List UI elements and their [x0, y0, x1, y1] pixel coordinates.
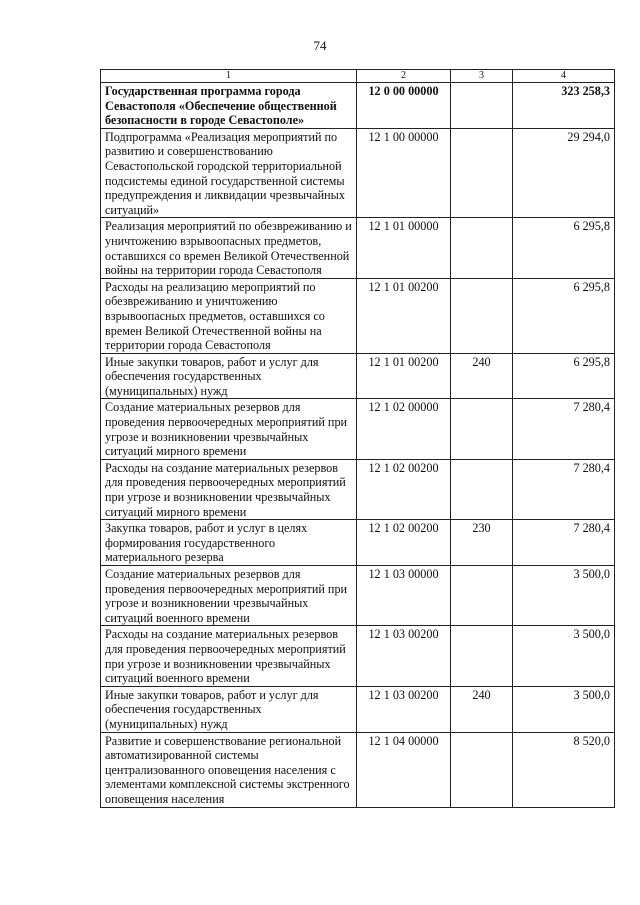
row-expense-type	[451, 128, 513, 218]
table-row	[101, 399, 615, 459]
budget-table	[100, 69, 615, 808]
row-name: Подпрограмма «Реализация мероприятий по развитию и совершенствованию Севастопольской городской территориальной подсистемы единой государственной системы предупреждения и ликвидации чрезвычайных ситуаций»	[101, 128, 357, 218]
table-header-row	[101, 70, 615, 83]
row-name: Государственная программа города Севастополя «Обеспечение общественной безопасности в городе Севастополе»	[101, 83, 357, 129]
row-code: 12 1 02 00000	[357, 399, 451, 459]
row-amount: 6 295,8	[513, 353, 615, 399]
table-row	[101, 353, 615, 399]
table-row	[101, 218, 615, 278]
row-amount: 3 500,0	[513, 626, 615, 686]
row-code: 12 1 02 00200	[357, 459, 451, 519]
table-row	[101, 83, 615, 129]
header-col-1: 1	[101, 70, 357, 83]
row-code: 12 0 00 00000	[357, 83, 451, 129]
row-amount: 3 500,0	[513, 566, 615, 626]
row-amount: 323 258,3	[513, 83, 615, 129]
row-name: Закупка товаров, работ и услуг в целях формирования государственного материального резерва	[101, 520, 357, 566]
header-col-4: 4	[513, 70, 615, 83]
row-expense-type	[451, 399, 513, 459]
row-name: Иные закупки товаров, работ и услуг для обеспечения государственных (муниципальных) нужд	[101, 686, 357, 732]
row-code: 12 1 04 00000	[357, 732, 451, 807]
row-name: Иные закупки товаров, работ и услуг для обеспечения государственных (муниципальных) нужд	[101, 353, 357, 399]
page-number: 74	[313, 38, 327, 53]
row-code: 12 1 02 00200	[357, 520, 451, 566]
row-expense-type	[451, 218, 513, 278]
row-amount: 6 295,8	[513, 278, 615, 353]
row-expense-type: 240	[451, 353, 513, 399]
table-row	[101, 626, 615, 686]
row-amount: 29 294,0	[513, 128, 615, 218]
table-row	[101, 732, 615, 807]
row-name: Реализация мероприятий по обезвреживанию и уничтожению взрывоопасных предметов, оставшихся со времен Великой Отечественной войны на территории города Севастополя	[101, 218, 357, 278]
row-code: 12 1 03 00200	[357, 626, 451, 686]
row-amount: 8 520,0	[513, 732, 615, 807]
row-code: 12 1 03 00200	[357, 686, 451, 732]
row-name: Создание материальных резервов для проведения первоочередных мероприятий при угрозе и возникновении чрезвычайных ситуаций мирного времени	[101, 399, 357, 459]
header-col-3: 3	[451, 70, 513, 83]
table-row	[101, 686, 615, 732]
table-row	[101, 278, 615, 353]
row-code: 12 1 00 00000	[357, 128, 451, 218]
row-amount: 7 280,4	[513, 520, 615, 566]
row-name: Создание материальных резервов для проведения первоочередных мероприятий при угрозе и возникновении чрезвычайных ситуаций военного времени	[101, 566, 357, 626]
row-name: Расходы на создание материальных резервов для проведения первоочередных мероприятий при угрозе и возникновении чрезвычайных ситуаций военного времени	[101, 626, 357, 686]
row-expense-type	[451, 459, 513, 519]
row-expense-type: 240	[451, 686, 513, 732]
row-name: Расходы на создание материальных резервов для проведения первоочередных мероприятий при угрозе и возникновении чрезвычайных ситуаций мирного времени	[101, 459, 357, 519]
row-expense-type	[451, 732, 513, 807]
row-code: 12 1 01 00200	[357, 278, 451, 353]
header-col-2: 2	[357, 70, 451, 83]
row-expense-type	[451, 626, 513, 686]
row-expense-type: 230	[451, 520, 513, 566]
row-name: Развитие и совершенствование региональной автоматизированной системы централизованного оповещения населения с элементами комплексной системы экстренного оповещения населения	[101, 732, 357, 807]
row-amount: 7 280,4	[513, 399, 615, 459]
table-row	[101, 128, 615, 218]
row-amount: 7 280,4	[513, 459, 615, 519]
row-code: 12 1 01 00000	[357, 218, 451, 278]
row-expense-type	[451, 566, 513, 626]
row-amount: 6 295,8	[513, 218, 615, 278]
row-name: Расходы на реализацию мероприятий по обезвреживанию и уничтожению взрывоопасных предметов, оставшихся со времен Великой Отечественной войны на территории города Севастополя	[101, 278, 357, 353]
row-amount: 3 500,0	[513, 686, 615, 732]
table-row	[101, 520, 615, 566]
row-expense-type	[451, 83, 513, 129]
row-expense-type	[451, 278, 513, 353]
table-row	[101, 566, 615, 626]
row-code: 12 1 01 00200	[357, 353, 451, 399]
table-row	[101, 459, 615, 519]
row-code: 12 1 03 00000	[357, 566, 451, 626]
